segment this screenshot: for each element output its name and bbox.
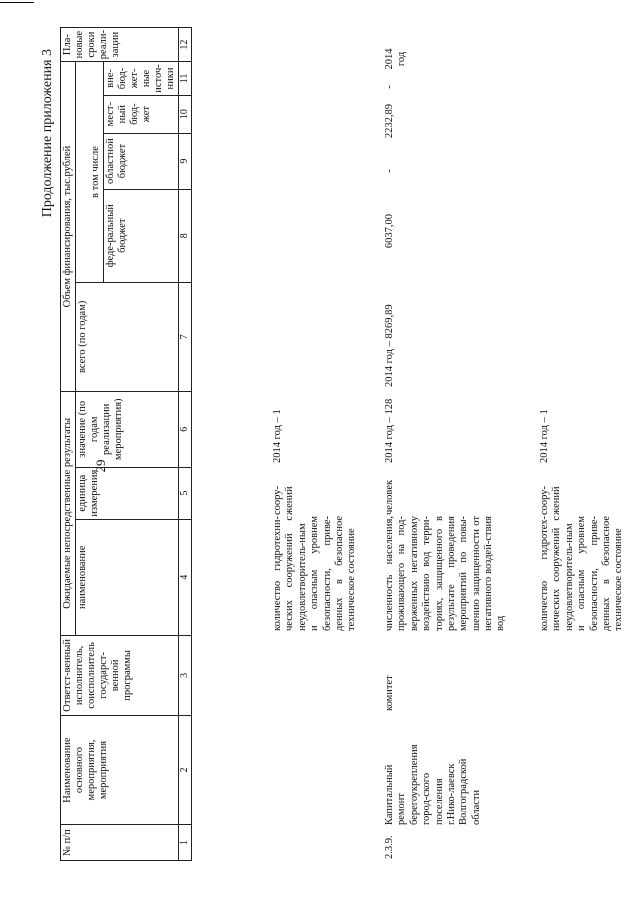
header-col-name: Наименование основного мероприятия, мероприятия (61, 715, 179, 824)
header-col-value: значение (по годам реализации мероприятия) (76, 391, 179, 467)
col-number-12: 12 (179, 28, 192, 62)
row-total: 2014 год – 8269,89 (384, 304, 395, 387)
row-federal: 6037,00 (384, 213, 395, 249)
col-number-9: 9 (179, 133, 192, 189)
row-indicator: численность населения, проживающего на под-верженных негативному воздействию вод терри-ториях, защищенного в результате проведения мероприятий по повы-шению защищенности от негативного воздей-ствия вод (384, 516, 507, 631)
col-number-7: 7 (179, 282, 192, 391)
row-indicator: количество гидротехни-ческих сооружений с неудовлетворитель-ным и опасным уровнем безопасности, приве-денных в безопасное техническое состояние (272, 516, 358, 631)
page-number: 29 (93, 459, 108, 473)
row-unit: соору-жений (272, 485, 296, 515)
header-col-regional: областной бюджет (103, 133, 178, 189)
col-number-8: 8 (179, 189, 192, 282)
header-col-total: всего (по годам) (76, 282, 179, 391)
row-regional: - (384, 169, 395, 173)
row-responsible: комитет (384, 675, 395, 711)
header-col-local: мест-ный бюд-жет (103, 95, 178, 133)
header-blank (76, 62, 89, 283)
table-row (539, 43, 640, 861)
table-row (272, 43, 384, 861)
row-number: 2.3.9. (384, 835, 395, 859)
row-name: Капитальный ремонт берегоукрепления город-ского поселения г.Нико-лаевск Волгоградской области (384, 744, 482, 825)
header-col-extra: вне-бюд-жет-ные источ-ники (103, 62, 178, 95)
col-number-11: 11 (179, 62, 192, 95)
header-financing: Объем финансирования, тыс.рублей (61, 62, 76, 392)
row-unit: соору-жений (539, 485, 563, 515)
row-value: 2014 год – 1 (539, 409, 550, 463)
col-number-5: 5 (179, 467, 192, 519)
header-expected-results: Ожидаемые непосредственные результаты (61, 391, 76, 635)
continuation-title: Продолжение приложения 3 (40, 49, 55, 218)
row-term: 2014 год (384, 48, 408, 70)
row-value: 2014 год – 1 (272, 409, 283, 463)
row-extra: - (384, 85, 395, 89)
rotated-page (40, 27, 625, 877)
col-number-2: 2 (179, 715, 192, 824)
table-row (384, 43, 539, 861)
col-number-6: 6 (179, 391, 192, 467)
row-indicator: количество гидротех-нических сооружений с неудовлетворитель-ным и опасным уровнем безопасности, приве-денных в безопасное техническое состояние (539, 516, 625, 631)
header-col-term: Пла-новые сроки реали-зации (61, 28, 179, 62)
col-number-3: 3 (179, 635, 192, 715)
header-col-number: № п/п (61, 825, 179, 861)
header-col-indicator: наименование (76, 519, 179, 635)
col-number-1: 1 (179, 825, 192, 861)
header-table (60, 27, 192, 861)
table-body (272, 43, 640, 861)
header-col-responsible: Ответст-венный исполнитель, соисполнитель государст-венной программы (61, 635, 179, 715)
header-including: в том числе (89, 62, 104, 283)
col-number-4: 4 (179, 519, 192, 635)
row-value: 2014 год – 128 (384, 398, 395, 463)
row-unit: человек (384, 479, 395, 515)
col-number-10: 10 (179, 95, 192, 133)
corner-mark (0, 2, 34, 3)
row-local: 2232,89 (384, 103, 395, 139)
header-col-federal: феде-ральный бюджет (103, 189, 178, 282)
header-col-unit: единица измерения (76, 467, 179, 519)
